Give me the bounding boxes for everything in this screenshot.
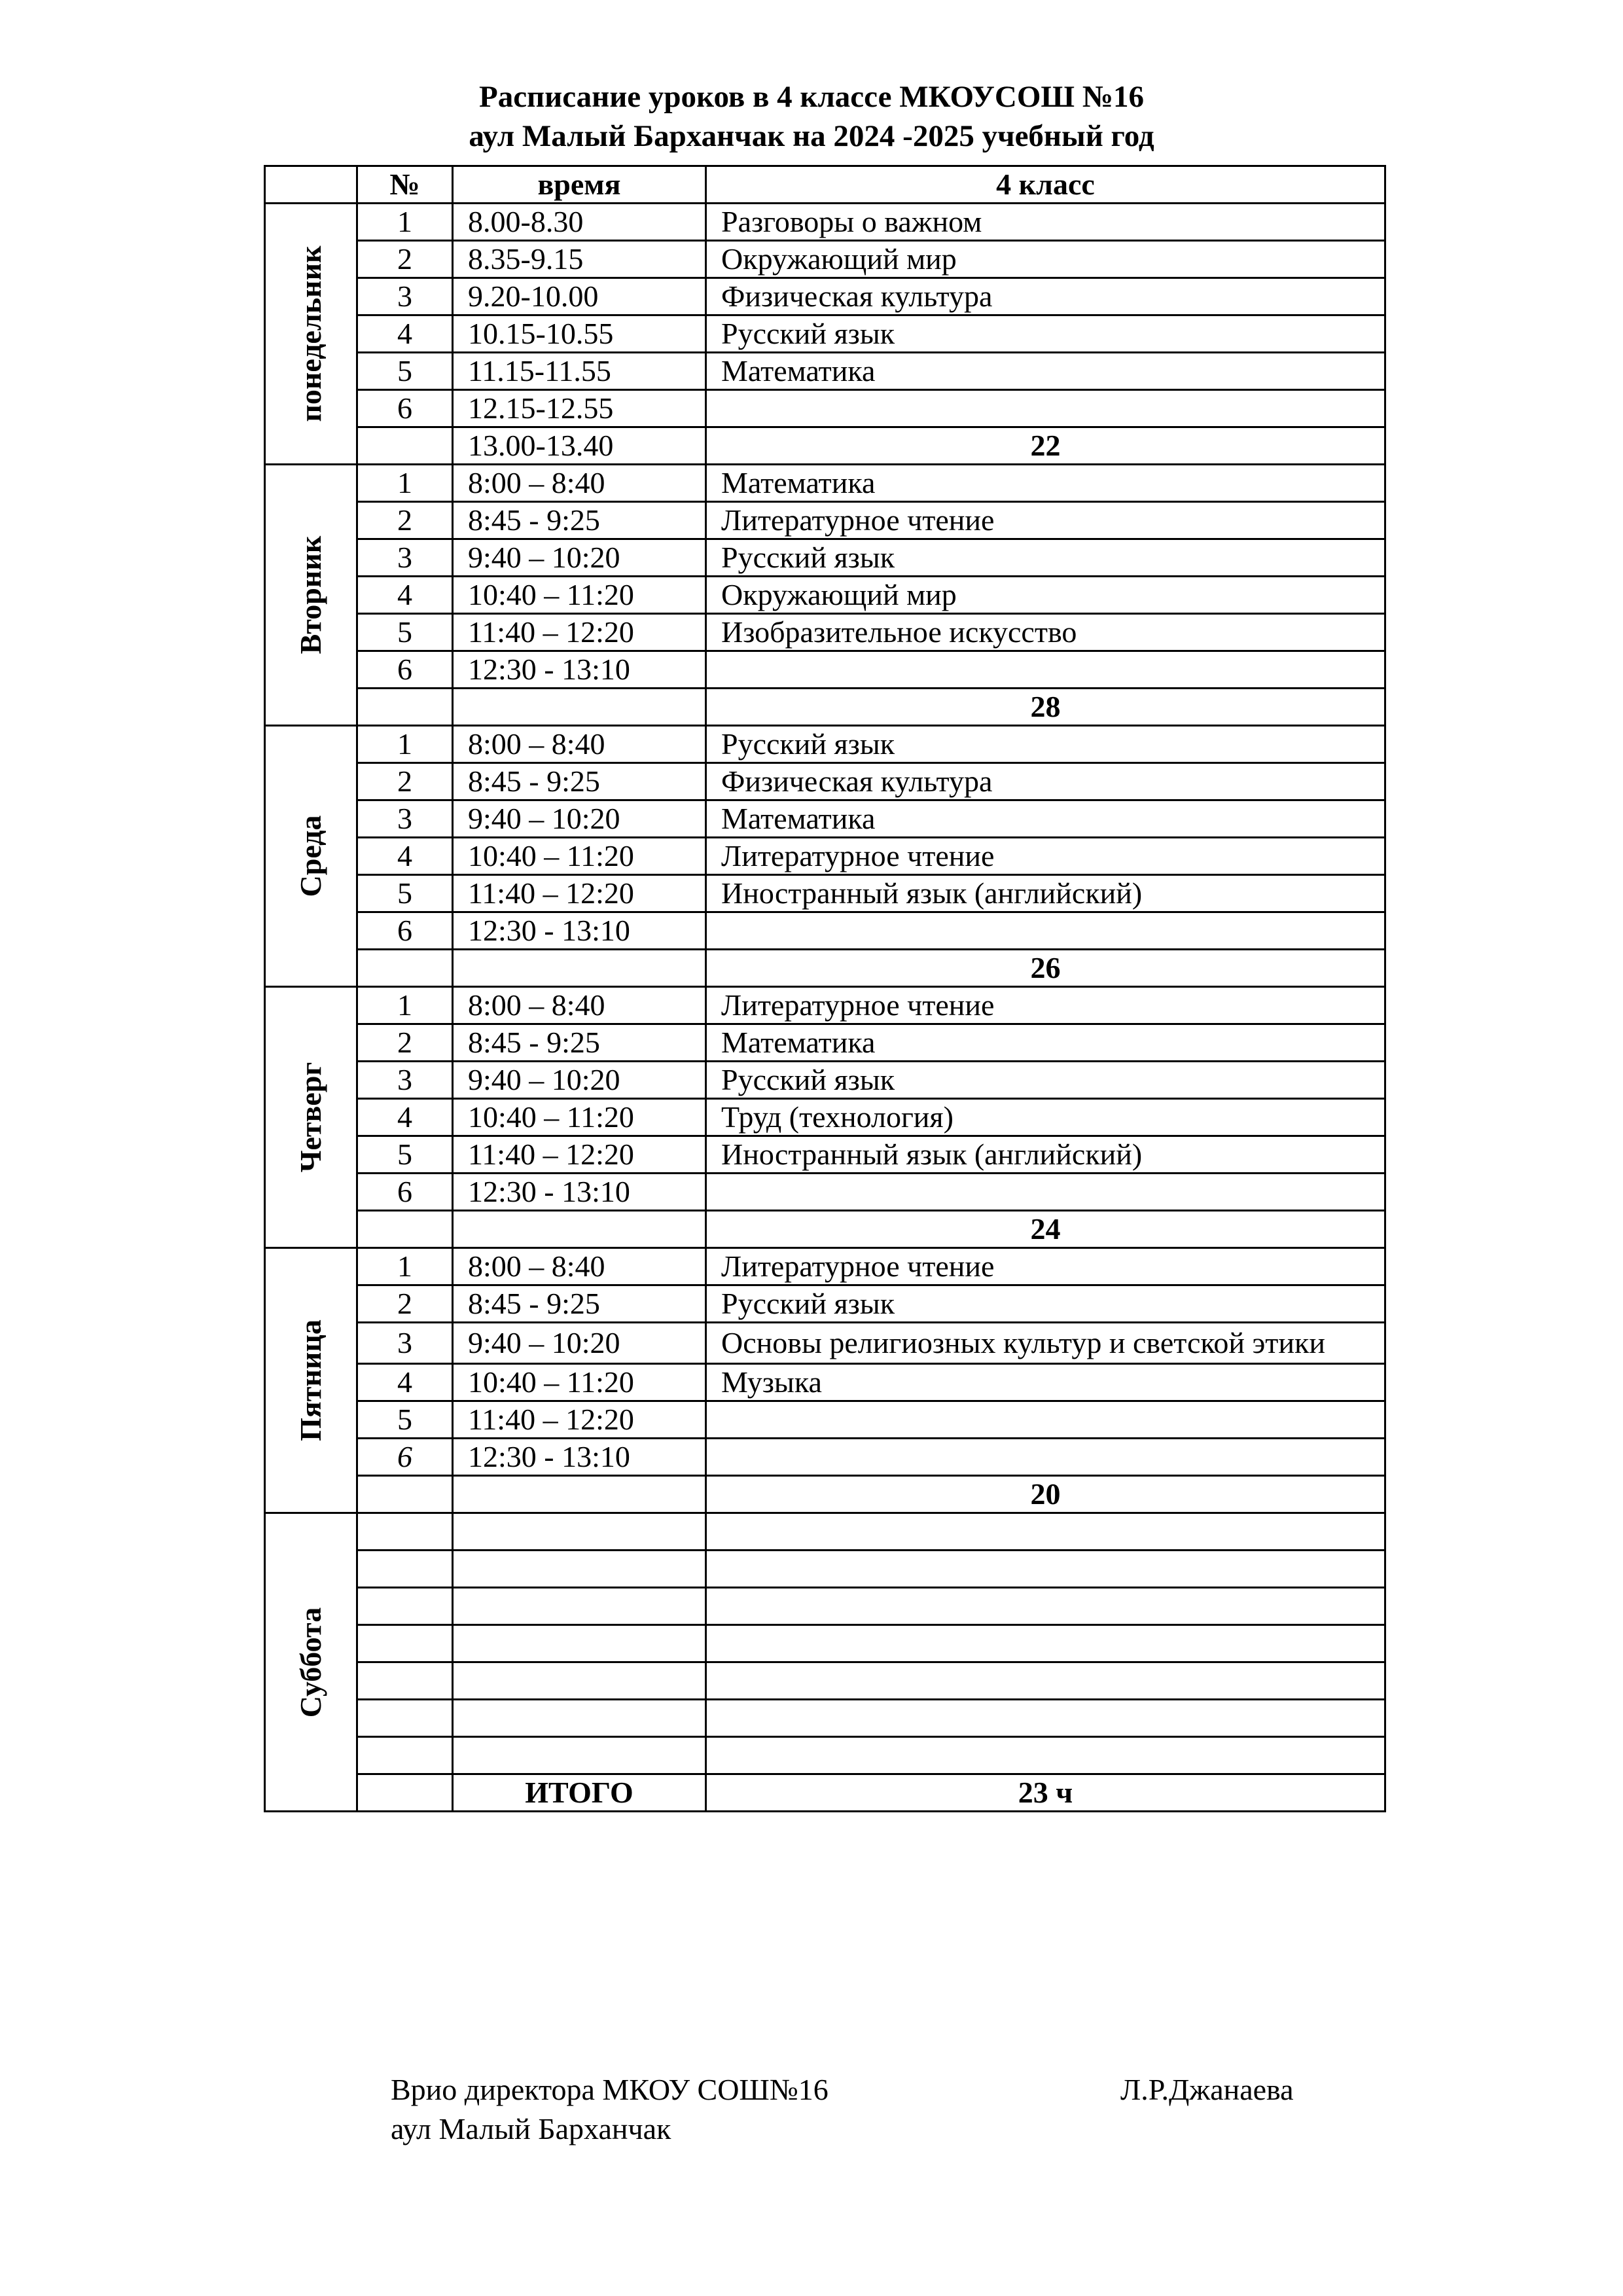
lesson-subject: Литературное чтение xyxy=(706,502,1385,539)
lesson-number: 3 xyxy=(357,278,453,315)
itogo-value: 23 ч xyxy=(706,1774,1385,1812)
lesson-number: 3 xyxy=(357,800,453,838)
lesson-subject: Литературное чтение xyxy=(706,987,1385,1024)
table-row xyxy=(265,800,1385,838)
lesson-number: 1 xyxy=(357,726,453,763)
table-row xyxy=(265,1625,1385,1662)
lesson-time: 10:40 – 11:20 xyxy=(453,838,706,875)
empty-cell xyxy=(357,1513,453,1551)
empty-cell xyxy=(706,1737,1385,1774)
lesson-subject: Физическая культура xyxy=(706,278,1385,315)
lesson-number: 2 xyxy=(357,1024,453,1062)
lesson-subject: Окружающий мир xyxy=(706,577,1385,614)
lesson-number: 6 xyxy=(357,390,453,427)
table-row xyxy=(265,1062,1385,1099)
lesson-time: 8:00 – 8:40 xyxy=(453,1248,706,1285)
lesson-subject: Математика xyxy=(706,353,1385,390)
lesson-time: 8:00 – 8:40 xyxy=(453,465,706,502)
lesson-subject: Литературное чтение xyxy=(706,1248,1385,1285)
day-total-row xyxy=(265,950,1385,987)
table-row xyxy=(265,353,1385,390)
day-name: Пятница xyxy=(294,1319,327,1441)
lesson-time: 12.15-12.55 xyxy=(453,390,706,427)
table-row xyxy=(265,204,1385,241)
day-total-hours: 26 xyxy=(706,950,1385,987)
empty-cell xyxy=(357,1774,453,1812)
empty-cell xyxy=(706,1551,1385,1588)
lesson-number: 1 xyxy=(357,1248,453,1285)
lesson-subject xyxy=(706,1401,1385,1439)
lesson-time: 10:40 – 11:20 xyxy=(453,1364,706,1401)
lesson-time: 8:45 - 9:25 xyxy=(453,1285,706,1323)
empty-cell xyxy=(357,1551,453,1588)
table-row xyxy=(265,763,1385,800)
table-row xyxy=(265,1136,1385,1174)
table-row xyxy=(265,1513,1385,1551)
lesson-subject: Русский язык xyxy=(706,1285,1385,1323)
lesson-subject: Русский язык xyxy=(706,315,1385,353)
empty-cell xyxy=(357,1700,453,1737)
schedule-table xyxy=(264,165,1386,1812)
lesson-subject xyxy=(706,1174,1385,1211)
table-row xyxy=(265,1174,1385,1211)
table-row xyxy=(265,1099,1385,1136)
lesson-subject: Окружающий мир xyxy=(706,241,1385,278)
lesson-time: 11:40 – 12:20 xyxy=(453,1401,706,1439)
title-line-2: аул Малый Барханчак на 2024 -2025 учебный год xyxy=(469,119,1154,153)
lesson-subject: Иностранный язык (английский) xyxy=(706,875,1385,912)
lesson-number: 5 xyxy=(357,875,453,912)
lesson-number: 2 xyxy=(357,1285,453,1323)
table-row xyxy=(265,390,1385,427)
table-row xyxy=(265,465,1385,502)
lesson-number: 3 xyxy=(357,539,453,577)
lesson-number: 6 xyxy=(357,912,453,950)
total-time xyxy=(453,950,706,987)
lesson-time: 8:45 - 9:25 xyxy=(453,502,706,539)
lesson-time: 8.35-9.15 xyxy=(453,241,706,278)
lesson-time: 10:40 – 11:20 xyxy=(453,577,706,614)
empty-cell xyxy=(453,1551,706,1588)
table-row xyxy=(265,502,1385,539)
table-row xyxy=(265,1551,1385,1588)
lesson-subject: Математика xyxy=(706,800,1385,838)
header-class: 4 класс xyxy=(706,166,1385,204)
title-line-1: Расписание уроков в 4 классе МКОУСОШ №16 xyxy=(478,80,1144,114)
table-row xyxy=(265,1364,1385,1401)
lesson-subject: Физическая культура xyxy=(706,763,1385,800)
lesson-number: 2 xyxy=(357,502,453,539)
lesson-subject: Литературное чтение xyxy=(706,838,1385,875)
table-row xyxy=(265,1588,1385,1625)
lesson-number: 4 xyxy=(357,1099,453,1136)
lesson-subject: Музыка xyxy=(706,1364,1385,1401)
table-row xyxy=(265,241,1385,278)
empty-cell xyxy=(357,1588,453,1625)
lesson-subject: Разговоры о важном xyxy=(706,204,1385,241)
day-total-hours: 22 xyxy=(706,427,1385,465)
empty-cell xyxy=(706,1513,1385,1551)
total-blank-cell xyxy=(357,1476,453,1513)
empty-cell xyxy=(453,1588,706,1625)
empty-cell xyxy=(357,1737,453,1774)
day-total-row xyxy=(265,427,1385,465)
lesson-time: 8:45 - 9:25 xyxy=(453,1024,706,1062)
total-blank-cell xyxy=(357,1211,453,1248)
itogo-row xyxy=(265,1774,1385,1812)
table-row xyxy=(265,614,1385,651)
footer-position xyxy=(391,2070,829,2149)
footer-signatory: Л.Р.Джанаева xyxy=(1120,2073,1294,2106)
lesson-subject xyxy=(706,1439,1385,1476)
day-name: Суббота xyxy=(294,1607,327,1717)
table-row xyxy=(265,838,1385,875)
empty-cell xyxy=(706,1625,1385,1662)
total-time: 13.00-13.40 xyxy=(453,427,706,465)
day-total-hours: 24 xyxy=(706,1211,1385,1248)
lesson-number: 1 xyxy=(357,204,453,241)
lesson-number: 2 xyxy=(357,241,453,278)
total-time xyxy=(453,689,706,726)
lesson-time: 9:40 – 10:20 xyxy=(453,1323,706,1364)
lesson-time: 8.00-8.30 xyxy=(453,204,706,241)
lesson-number: 5 xyxy=(357,1136,453,1174)
day-label-cell xyxy=(265,726,357,987)
table-row xyxy=(265,577,1385,614)
lesson-time: 11.15-11.55 xyxy=(453,353,706,390)
footer-position-line-1: Врио директора МКОУ СОШ№16 xyxy=(391,2073,829,2106)
empty-cell xyxy=(357,1625,453,1662)
lesson-time: 11:40 – 12:20 xyxy=(453,1136,706,1174)
lesson-subject xyxy=(706,651,1385,689)
lesson-number: 2 xyxy=(357,763,453,800)
lesson-time: 9:40 – 10:20 xyxy=(453,1062,706,1099)
table-row xyxy=(265,278,1385,315)
total-blank-cell xyxy=(357,427,453,465)
lesson-number: 5 xyxy=(357,614,453,651)
lesson-time: 9.20-10.00 xyxy=(453,278,706,315)
lesson-number: 3 xyxy=(357,1323,453,1364)
table-row xyxy=(265,1248,1385,1285)
lesson-time: 10.15-10.55 xyxy=(453,315,706,353)
total-time xyxy=(453,1211,706,1248)
lesson-number: 1 xyxy=(357,987,453,1024)
total-blank-cell xyxy=(357,689,453,726)
lesson-subject: Русский язык xyxy=(706,726,1385,763)
table-row xyxy=(265,1024,1385,1062)
day-label-cell xyxy=(265,204,357,465)
table-row xyxy=(265,651,1385,689)
lesson-number: 6 xyxy=(357,1439,453,1476)
lesson-subject: Русский язык xyxy=(706,539,1385,577)
table-row xyxy=(265,315,1385,353)
header-number: № xyxy=(357,166,453,204)
day-name: Вторник xyxy=(294,535,327,655)
day-name: Четверг xyxy=(294,1062,327,1173)
day-label-cell xyxy=(265,465,357,726)
lesson-subject: Математика xyxy=(706,1024,1385,1062)
lesson-number: 4 xyxy=(357,1364,453,1401)
lesson-number: 5 xyxy=(357,353,453,390)
day-label-cell xyxy=(265,1513,357,1812)
day-name: понедельник xyxy=(294,245,327,422)
table-row xyxy=(265,539,1385,577)
table-row xyxy=(265,726,1385,763)
lesson-subject xyxy=(706,390,1385,427)
lesson-subject xyxy=(706,912,1385,950)
lesson-time: 8:00 – 8:40 xyxy=(453,987,706,1024)
header-blank-cell xyxy=(265,166,357,204)
day-total-hours: 20 xyxy=(706,1476,1385,1513)
table-row xyxy=(265,1662,1385,1700)
day-total-row xyxy=(265,689,1385,726)
empty-cell xyxy=(706,1700,1385,1737)
footer-position-line-2: аул Малый Барханчак xyxy=(391,2112,671,2145)
lesson-time: 12:30 - 13:10 xyxy=(453,1174,706,1211)
lesson-subject: Математика xyxy=(706,465,1385,502)
lesson-time: 8:45 - 9:25 xyxy=(453,763,706,800)
lesson-number: 6 xyxy=(357,651,453,689)
empty-cell xyxy=(357,1662,453,1700)
table-row xyxy=(265,875,1385,912)
empty-cell xyxy=(706,1588,1385,1625)
day-label-cell xyxy=(265,987,357,1248)
total-time xyxy=(453,1476,706,1513)
day-name: Среда xyxy=(294,815,327,897)
empty-cell xyxy=(706,1662,1385,1700)
lesson-time: 12:30 - 13:10 xyxy=(453,1439,706,1476)
document-title xyxy=(0,77,1623,156)
lesson-time: 8:00 – 8:40 xyxy=(453,726,706,763)
day-total-row xyxy=(265,1211,1385,1248)
lesson-subject: Русский язык xyxy=(706,1062,1385,1099)
lesson-time: 12:30 - 13:10 xyxy=(453,651,706,689)
table-row xyxy=(265,1401,1385,1439)
lesson-number: 1 xyxy=(357,465,453,502)
lesson-time: 9:40 – 10:20 xyxy=(453,539,706,577)
lesson-number: 4 xyxy=(357,838,453,875)
empty-cell xyxy=(453,1513,706,1551)
lesson-number: 4 xyxy=(357,577,453,614)
lesson-number: 5 xyxy=(357,1401,453,1439)
lesson-subject: Изобразительное искусство xyxy=(706,614,1385,651)
table-row xyxy=(265,1439,1385,1476)
day-total-row xyxy=(265,1476,1385,1513)
lesson-time: 10:40 – 11:20 xyxy=(453,1099,706,1136)
lesson-number: 6 xyxy=(357,1174,453,1211)
table-row xyxy=(265,1700,1385,1737)
empty-cell xyxy=(453,1737,706,1774)
itogo-label: ИТОГО xyxy=(453,1774,706,1812)
lesson-time: 11:40 – 12:20 xyxy=(453,875,706,912)
lesson-subject: Труд (технология) xyxy=(706,1099,1385,1136)
empty-cell xyxy=(453,1700,706,1737)
day-label-cell xyxy=(265,1248,357,1513)
total-blank-cell xyxy=(357,950,453,987)
lesson-subject: Иностранный язык (английский) xyxy=(706,1136,1385,1174)
lesson-subject: Основы религиозных культур и светской этики xyxy=(706,1323,1385,1364)
empty-cell xyxy=(453,1662,706,1700)
table-row xyxy=(265,1737,1385,1774)
lesson-number: 3 xyxy=(357,1062,453,1099)
header-time: время xyxy=(453,166,706,204)
table-row xyxy=(265,1323,1385,1364)
lesson-time: 11:40 – 12:20 xyxy=(453,614,706,651)
table-row xyxy=(265,1285,1385,1323)
lesson-number: 4 xyxy=(357,315,453,353)
table-row xyxy=(265,987,1385,1024)
day-total-hours: 28 xyxy=(706,689,1385,726)
lesson-time: 12:30 - 13:10 xyxy=(453,912,706,950)
lesson-time: 9:40 – 10:20 xyxy=(453,800,706,838)
table-header-row xyxy=(265,166,1385,204)
empty-cell xyxy=(453,1625,706,1662)
table-row xyxy=(265,912,1385,950)
